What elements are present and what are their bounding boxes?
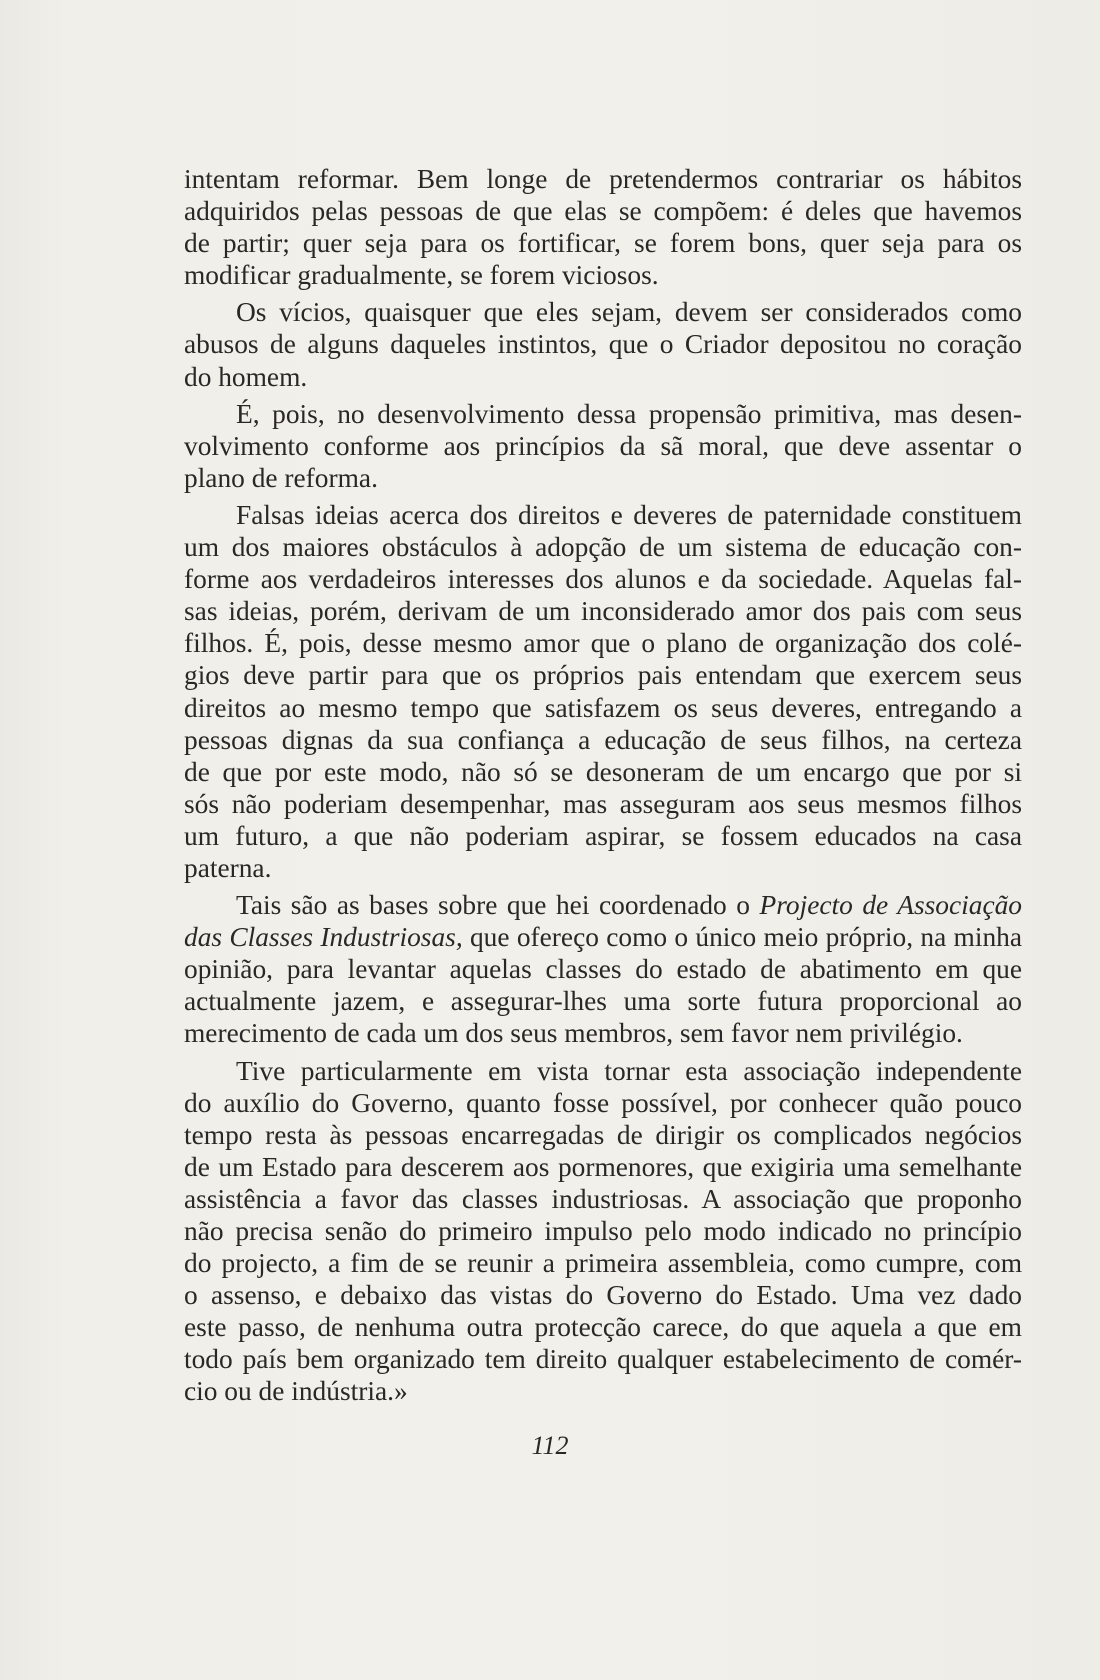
- text-line: abusos de alguns daqueles instintos, que o Criador depositou no coração: [184, 329, 1022, 360]
- text-run: Tais são as bases sobre que hei coordenado o: [236, 890, 760, 921]
- text-line: do homem.: [184, 361, 308, 392]
- text-line: opinião, para levantar aquelas classes do estado de abatimento em que: [184, 954, 1022, 985]
- paragraph-5: [184, 889, 1022, 1049]
- text-line: filhos. É, pois, desse mesmo amor que o plano de organização dos colé-: [184, 628, 1022, 659]
- text-line: do projecto, a fim de se reunir a primeira assembleia, como cumpre, com: [184, 1248, 1022, 1279]
- text-line: sós não poderiam desempenhar, mas asseguram aos seus mesmos filhos: [184, 788, 1022, 819]
- book-title-italic: das Classes Industriosas,: [184, 922, 463, 953]
- text-line: tempo resta às pessoas encarregadas de dirigir os complicados negócios: [184, 1119, 1022, 1150]
- text-line: direitos ao mesmo tempo que satisfazem os seus deveres, entregando a: [184, 692, 1022, 723]
- text-line: pessoas dignas da sua confiança a educação de seus filhos, na certeza: [184, 724, 1022, 755]
- text-run: que ofereço como o único meio próprio, na minha: [462, 922, 1022, 953]
- text-line: cio ou de indústria.»: [184, 1376, 408, 1407]
- text-line: merecimento de cada um dos seus membros, sem favor nem privilégio.: [184, 1018, 963, 1049]
- text-line: Os vícios, quaisquer que eles sejam, devem ser considerados como: [236, 297, 1022, 328]
- text-line: do auxílio do Governo, quanto fosse possível, por conhecer quão pouco: [184, 1087, 1022, 1118]
- text-line: actualmente jazem, e assegurar-lhes uma sorte futura proporcional ao: [184, 986, 1022, 1017]
- text-line: um dos maiores obstáculos à adopção de um sistema de educação con-: [184, 532, 1022, 563]
- text-line: não precisa senão do primeiro impulso pelo modo indicado no princípio: [184, 1216, 1022, 1246]
- text-line: [184, 921, 1022, 953]
- text-line: volvimento conforme aos princípios da sã moral, que deve assentar o: [184, 430, 1022, 461]
- text-line: modificar gradualmente, se forem viciosos.: [184, 260, 659, 291]
- text-line: de que por este modo, não só se desoneram de um encargo que por si: [184, 756, 1022, 787]
- paragraph-4: [184, 499, 1022, 884]
- book-title-italic: Projecto de Associação: [759, 890, 1022, 921]
- text-line: um futuro, a que não poderiam aspirar, se fossem educados na casa: [184, 820, 1022, 851]
- text-line: paterna.: [184, 852, 272, 883]
- text-line: plano de reforma.: [184, 462, 378, 493]
- text-line: todo país bem organizado tem direito qualquer estabelecimento de comér-: [184, 1344, 1022, 1375]
- paragraph-2: [184, 296, 1022, 392]
- paragraph-3: [184, 398, 1022, 494]
- text-line: forme aos verdadeiros interesses dos alunos e da sociedade. Aquelas fal-: [184, 564, 1022, 595]
- paragraph-1: [184, 163, 1022, 291]
- text-line: sas ideias, porém, derivam de um inconsiderado amor dos pais com seus: [184, 596, 1022, 627]
- text-line: assistência a favor das classes industriosas. A associação que proponho: [184, 1183, 1022, 1214]
- page-number: 112: [531, 1431, 569, 1460]
- text-line: gios deve partir para que os próprios pais entendam que exercem seus: [184, 660, 1022, 691]
- text-line: adquiridos pelas pessoas de que elas se compõem: é deles que havemos: [184, 196, 1022, 227]
- paragraph-6: [184, 1055, 1022, 1408]
- text-line: [184, 889, 1022, 921]
- text-line: este passo, de nenhuma outra protecção carece, do que aquela a que em: [184, 1312, 1022, 1343]
- text-line: É, pois, no desenvolvimento dessa propensão primitiva, mas desen-: [236, 398, 1022, 429]
- text-line: Falsas ideias acerca dos direitos e deveres de paternidade constituem: [236, 499, 1022, 530]
- text-line: de um Estado para descerem aos pormenores, que exigiria uma semelhante: [184, 1151, 1022, 1182]
- body-text: [184, 163, 1022, 1413]
- text-line: intentam reformar. Bem longe de pretendermos contrariar os hábitos: [184, 164, 1022, 194]
- text-line: Tive particularmente em vista tornar esta associação independente: [236, 1055, 1022, 1086]
- text-line: o assenso, e debaixo das vistas do Governo do Estado. Uma vez dado: [184, 1280, 1022, 1311]
- text-line: de partir; quer seja para os fortificar, se forem bons, quer seja para os: [184, 228, 1022, 259]
